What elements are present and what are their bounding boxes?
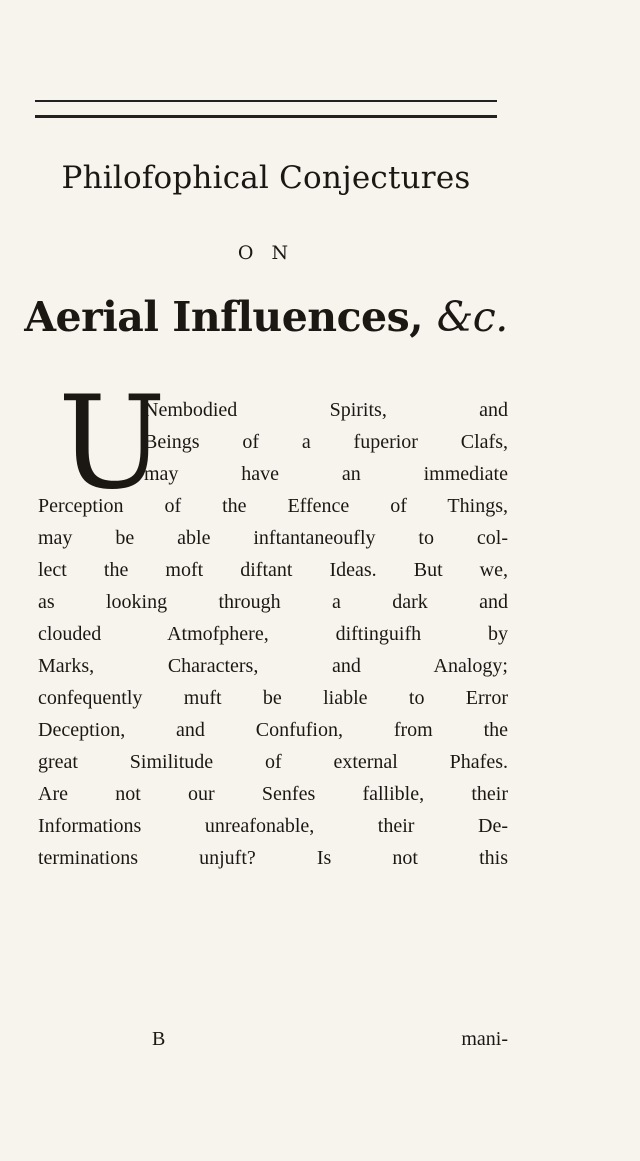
- page-subtitle: [0, 293, 532, 341]
- text-line: Beings of a fuperior Clafs,: [144, 431, 508, 453]
- text-line: Deception, and Confufion, from the: [38, 719, 508, 741]
- text-line: Are not our Senfes fallible, their: [38, 783, 508, 805]
- text-line: may be able inftantaneoufly to col-: [38, 527, 508, 549]
- page-title: Philofophical Conjectures: [61, 160, 471, 196]
- title-connector: O N: [237, 242, 295, 264]
- body-text: [38, 394, 508, 874]
- text-line: Marks, Characters, and Analogy;: [38, 655, 508, 677]
- text-line: confequently muft be liable to Error: [38, 687, 508, 709]
- catchword: mani-: [461, 1028, 508, 1050]
- text-line: Nembodied Spirits, and: [144, 399, 508, 421]
- text-line: Perception of the Effence of Things,: [38, 495, 508, 517]
- drop-cap: U: [58, 369, 166, 518]
- text-line: terminations unjuft? Is not this: [38, 847, 508, 869]
- text-line: as looking through a dark and: [38, 591, 508, 613]
- text-line: great Similitude of external Phafes.: [38, 751, 508, 773]
- text-line: clouded Atmofphere, diftinguifh by: [38, 623, 508, 645]
- top-rule: [35, 100, 497, 102]
- subtitle-etc: &c.: [436, 293, 508, 341]
- text-line: may have an immediate: [144, 463, 508, 485]
- text-line: lect the moft diftant Ideas. But we,: [38, 559, 508, 581]
- bottom-rule: [35, 115, 497, 118]
- subtitle-main: Aerial Influences,: [24, 293, 437, 341]
- text-line: Informations unreafonable, their De-: [38, 815, 508, 837]
- signature-mark: B: [152, 1028, 166, 1050]
